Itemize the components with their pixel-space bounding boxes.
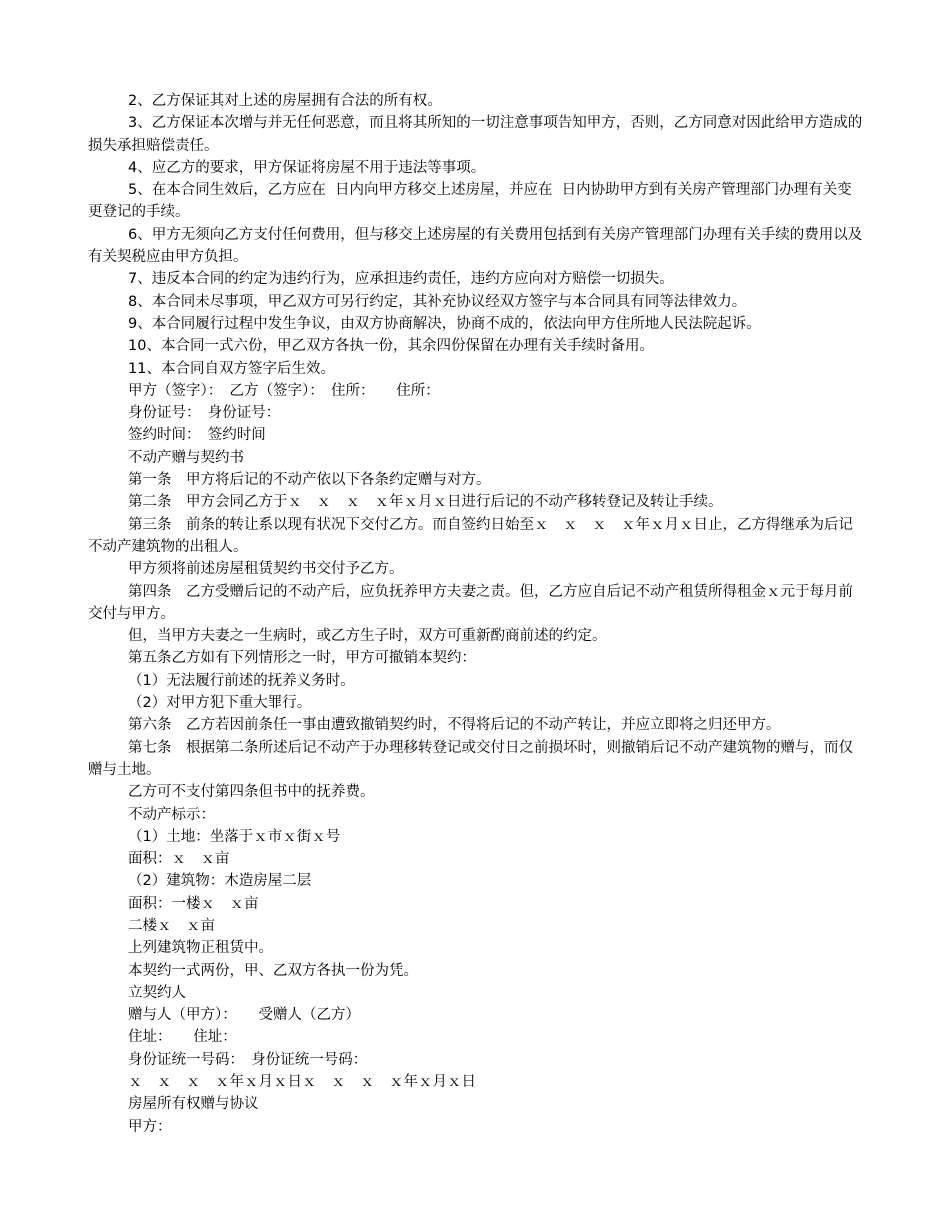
signature-line: 甲方（签字）： 乙方（签字）： 住所： 住所： — [128, 382, 440, 399]
list-item: （1）土地：坐落于ｘ市ｘ街ｘ号 — [128, 828, 341, 845]
document-body — [88, 90, 864, 1138]
list-item: （2）建筑物：木造房屋二层 — [128, 873, 312, 890]
list-item: （1）无法履行前述的抚养义务时。 — [128, 672, 355, 689]
id-number-line: 身份证号： 身份证号： — [128, 405, 281, 422]
paragraph: 3、乙方保证本次增与并无任何恶意，而且将其所知的一切注意事项告知甲方，否则，乙方同意对因此给甲方造成的损失承担赔偿责任。 — [88, 115, 863, 154]
article: 第五条乙方如有下列情形之一时，甲方可撤销本契约： — [128, 650, 476, 667]
article: 第七条 根据第二条所述后记不动产于办理移转登记或交付日之前损坏时，则撤销后记不动产建筑物的赠与，而仅赠与土地。 — [88, 739, 853, 778]
paragraph: 乙方可不支付第四条但书中的抚养费。 — [128, 784, 375, 801]
paragraph: 二楼ｘ ｘ亩 — [128, 917, 215, 934]
paragraph: 上列建筑物正租赁中。 — [128, 940, 273, 957]
paragraph: 立契约人 — [128, 984, 186, 1001]
paragraph: 6、甲方无须向乙方支付任何费用，但与移交上述房屋的有关费用包括到有关房产管理部门办理有关手续的费用以及有关契税应由甲方负担。 — [88, 226, 863, 266]
article: 第四条 乙方受赠后记的不动产后，应负抚养甲方夫妻之责。但，乙方应自后记不动产租赁所得租金ｘ元于每月前交付与甲方。 — [88, 583, 853, 622]
paragraph: 甲方： — [128, 1118, 172, 1135]
date-line: ｘ ｘ ｘ ｘ年ｘ月ｘ日ｘ ｘ ｘ ｘ年ｘ月ｘ日 — [128, 1074, 476, 1091]
paragraph: 10、本合同一式六份，甲乙双方各执一份，其余四份保留在办理有关手续时备用。 — [128, 338, 654, 355]
address-line: 住址： 住址： — [128, 1029, 237, 1046]
article: 第六条 乙方若因前条任一事由遭致撤销契约时，不得将后记的不动产转让，并应立即将之归还甲方。 — [128, 717, 781, 734]
paragraph: 9、本合同履行过程中发生争议，由双方协商解决，协商不成的，依法向甲方住所地人民法院起诉。 — [128, 315, 761, 332]
paragraph: 11、本合同自双方签字后生效。 — [128, 360, 335, 377]
signing-date-line: 签约时间： 签约时间 — [128, 427, 266, 444]
section-title: 不动产赠与契约书 — [128, 449, 244, 466]
paragraph: 5、在本合同生效后，乙方应在 日内向甲方移交上述房屋，并应在 日内协助甲方到有关房产管理部门办理有关变更登记的手续。 — [88, 182, 852, 221]
property-label: 不动产标示： — [128, 806, 215, 823]
article: 第一条 甲方将后记的不动产依以下各条约定赠与对方。 — [128, 472, 491, 489]
paragraph: 2、乙方保证其对上述的房屋拥有合法的所有权。 — [128, 93, 442, 109]
signature-line: 赠与人（甲方）： 受赠人（乙方） — [128, 1007, 360, 1024]
article: 第三条 前条的转让系以现有状况下交付乙方。而自签约日始至ｘ ｘ ｘ ｘ年ｘ月ｘ日止，乙方得继承为后记不动产建筑物的出租人。 — [88, 516, 853, 555]
paragraph: 7、违反本合同的约定为违约行为，应承担违约责任，违约方应向对方赔偿一切损失。 — [128, 271, 674, 288]
article: 第二条 甲方会同乙方于ｘ ｘ ｘ ｘ年ｘ月ｘ日进行后记的不动产移转登记及转让手续。 — [128, 494, 723, 511]
paragraph: 4、应乙方的要求，甲方保证将房屋不用于违法等事项。 — [128, 159, 486, 176]
paragraph: 8、本合同未尽事项，甲乙双方可另行约定，其补充协议经双方签字与本合同具有同等法律效力。 — [128, 293, 747, 310]
paragraph: 面积：一楼ｘ ｘ亩 — [128, 895, 259, 912]
id-number-line: 身份证统一号码： 身份证统一号码： — [128, 1051, 368, 1068]
paragraph: 但，当甲方夫妻之一生病时，或乙方生子时，双方可重新酌商前述的约定。 — [128, 628, 607, 645]
list-item: （2）对甲方犯下重大罪行。 — [128, 695, 312, 712]
paragraph: 面积：ｘ ｘ亩 — [128, 851, 230, 868]
paragraph: 本契约一式两份，甲、乙双方各执一份为凭。 — [128, 962, 418, 979]
paragraph: 甲方须将前述房屋租赁契约书交付予乙方。 — [128, 561, 404, 578]
section-title: 房屋所有权赠与协议 — [128, 1096, 259, 1113]
